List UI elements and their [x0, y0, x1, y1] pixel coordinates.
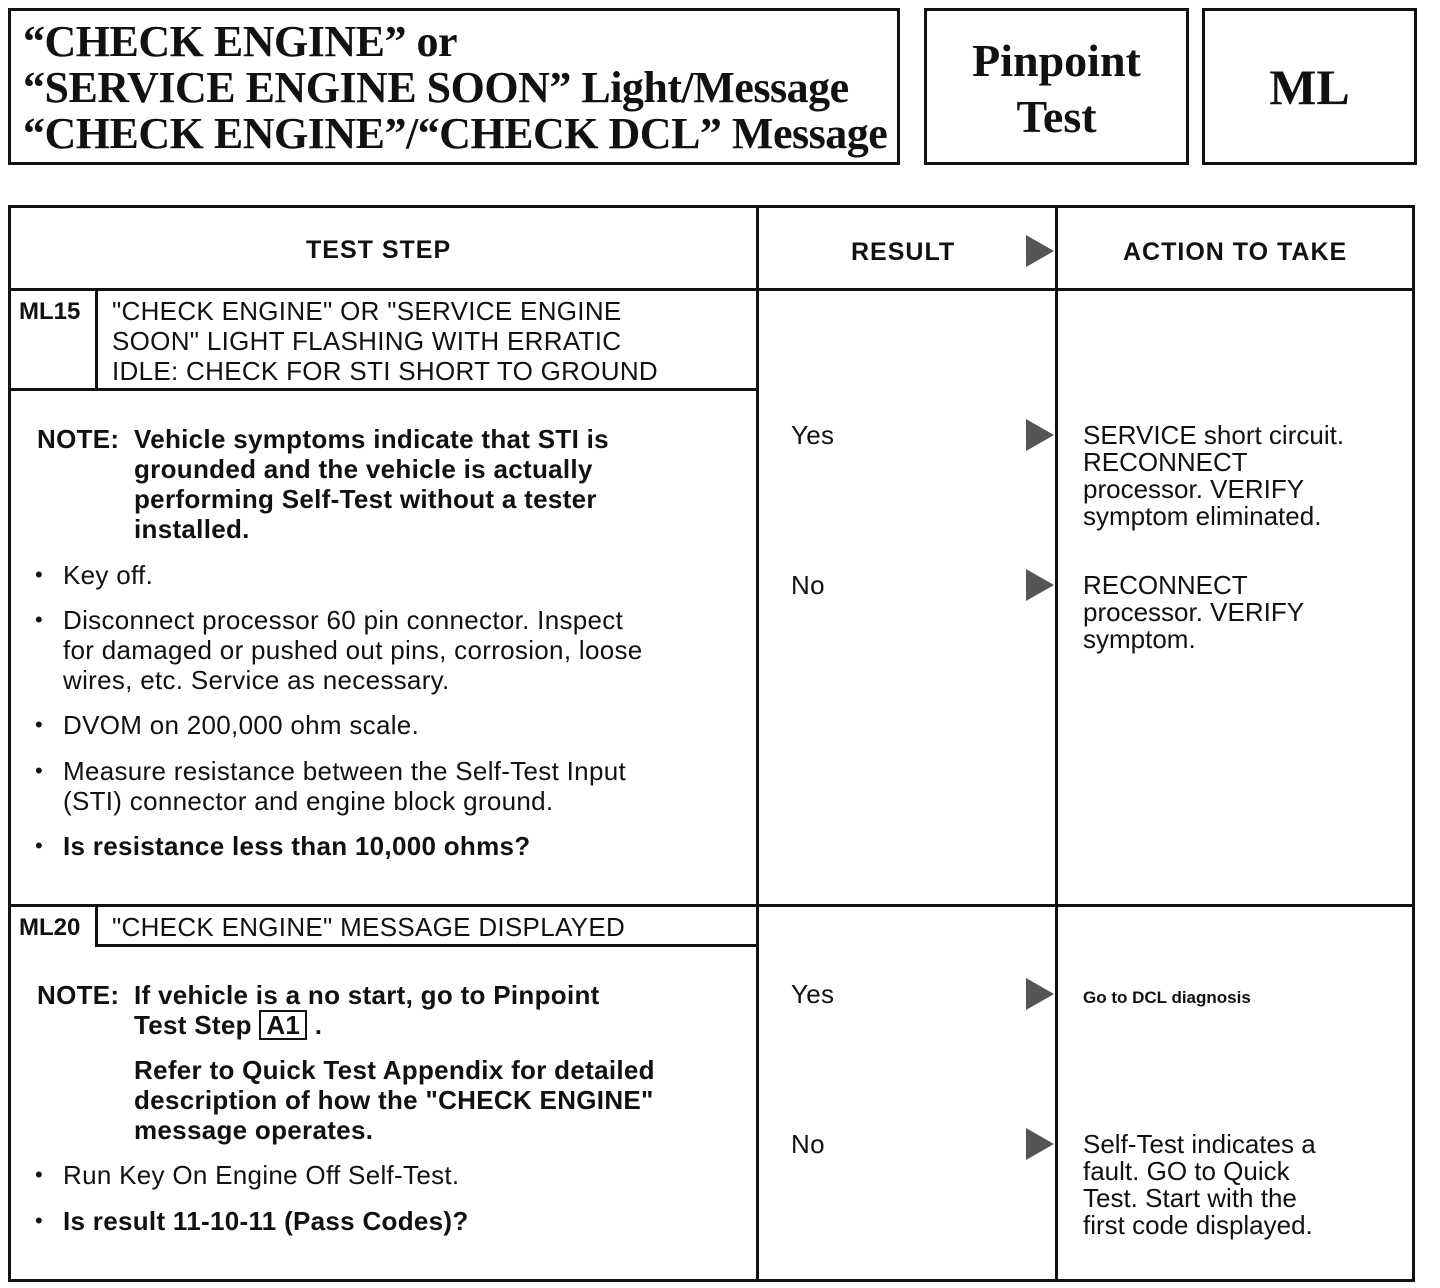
- test-label: Test: [1016, 91, 1097, 142]
- question-text: Is resistance less than 10,000 ohms?: [63, 831, 531, 861]
- note-label: NOTE:: [37, 424, 120, 454]
- result-yes: Yes: [791, 420, 835, 450]
- instruction-line: DVOM on 200,000 ohm scale.: [63, 710, 420, 740]
- step-id: ML15: [19, 298, 81, 325]
- action-line: symptom eliminated.: [1083, 501, 1322, 531]
- title-line-1: “CHECK ENGINE” or: [23, 17, 457, 66]
- note-text-line: performing Self-Test without a tester: [134, 484, 597, 514]
- result-yes: Yes: [791, 979, 835, 1009]
- title-box: [8, 8, 900, 165]
- instruction-line: Run Key On Engine Off Self-Test.: [63, 1160, 460, 1190]
- pinpoint-test-box: [924, 8, 1189, 165]
- step-title-line: "CHECK ENGINE" MESSAGE DISPLAYED: [112, 912, 626, 942]
- result-no: No: [791, 1129, 825, 1159]
- note-text-line: If vehicle is a no start, go to Pinpoint: [134, 980, 600, 1010]
- action-line: Test. Start with the: [1083, 1183, 1297, 1213]
- action-line: RECONNECT: [1083, 570, 1248, 600]
- bullet-icon: •: [35, 1208, 43, 1233]
- step-title-divider: [95, 944, 756, 947]
- test-code-box: [1202, 8, 1417, 165]
- note-punctuation: .: [314, 1010, 323, 1040]
- arrow-icon: [1026, 978, 1054, 1010]
- step-id: ML20: [19, 914, 81, 941]
- pinpoint-table: [8, 205, 1415, 1282]
- title-line-3: “CHECK ENGINE”/“CHECK DCL” Message: [23, 109, 888, 158]
- test-code: ML: [1269, 58, 1350, 115]
- note-text-line: Vehicle symptoms indicate that STI is: [134, 424, 609, 454]
- title-line-2: “SERVICE ENGINE SOON” Light/Message: [23, 63, 849, 112]
- action-line: processor. VERIFY: [1083, 597, 1305, 627]
- action-line: symptom.: [1083, 624, 1196, 654]
- arrow-icon: [1026, 569, 1054, 601]
- arrow-icon: [1026, 419, 1054, 451]
- instruction-line: Key off.: [63, 560, 154, 590]
- note-text: Test Step: [134, 1010, 252, 1040]
- column-header-result: RESULT: [851, 238, 956, 266]
- arrow-icon: [1026, 235, 1054, 267]
- pinpoint-label: Pinpoint: [972, 35, 1141, 86]
- note-text-line: installed.: [134, 514, 250, 544]
- column-divider: [1055, 208, 1058, 1279]
- action-line: processor. VERIFY: [1083, 474, 1305, 504]
- instruction-line: Measure resistance between the Self-Test Input: [63, 756, 626, 786]
- step-id-divider: [95, 288, 98, 391]
- action-line: fault. GO to Quick: [1083, 1156, 1290, 1186]
- instruction-line: Disconnect processor 60 pin connector. Inspect: [63, 605, 624, 635]
- note-text-line: Refer to Quick Test Appendix for detailed: [134, 1055, 655, 1085]
- bullet-icon: •: [35, 607, 43, 632]
- bullet-icon: •: [35, 562, 43, 587]
- column-header-test-step: TEST STEP: [306, 236, 452, 264]
- question-text: Is result 11-10-11 (Pass Codes)?: [63, 1206, 469, 1236]
- result-no: No: [791, 570, 825, 600]
- bullet-icon: •: [35, 1162, 43, 1187]
- step-title-divider: [11, 388, 756, 391]
- action-line: first code displayed.: [1083, 1210, 1313, 1240]
- action-line: RECONNECT: [1083, 447, 1248, 477]
- bullet-icon: •: [35, 758, 43, 783]
- action-line: Go to DCL diagnosis: [1083, 988, 1251, 1007]
- instruction-line: (STI) connector and engine block ground.: [63, 786, 554, 816]
- note-text-line: description of how the "CHECK ENGINE": [134, 1085, 654, 1115]
- step-reference-link[interactable]: A1: [259, 1010, 307, 1040]
- step-title-line: IDLE: CHECK FOR STI SHORT TO GROUND: [112, 356, 658, 386]
- note-label: NOTE:: [37, 980, 120, 1010]
- note-text-line: message operates.: [134, 1115, 374, 1145]
- step-title-line: SOON" LIGHT FLASHING WITH ERRATIC: [112, 326, 622, 356]
- step-divider: [11, 904, 1412, 907]
- instruction-line: wires, etc. Service as necessary.: [63, 665, 450, 695]
- instruction-line: for damaged or pushed out pins, corrosion, loose: [63, 635, 643, 665]
- column-header-action: ACTION TO TAKE: [1123, 238, 1348, 266]
- note-text-line: [134, 1010, 322, 1040]
- action-line: SERVICE short circuit.: [1083, 420, 1345, 450]
- step-id-divider: [95, 904, 98, 946]
- step-title-line: "CHECK ENGINE" OR "SERVICE ENGINE: [112, 296, 622, 326]
- arrow-icon: [1026, 1128, 1054, 1160]
- action-line: Self-Test indicates a: [1083, 1129, 1316, 1159]
- column-divider: [756, 208, 759, 1279]
- header-divider: [11, 288, 1412, 291]
- bullet-icon: •: [35, 712, 43, 737]
- note-text-line: grounded and the vehicle is actually: [134, 454, 593, 484]
- bullet-icon: •: [35, 833, 43, 858]
